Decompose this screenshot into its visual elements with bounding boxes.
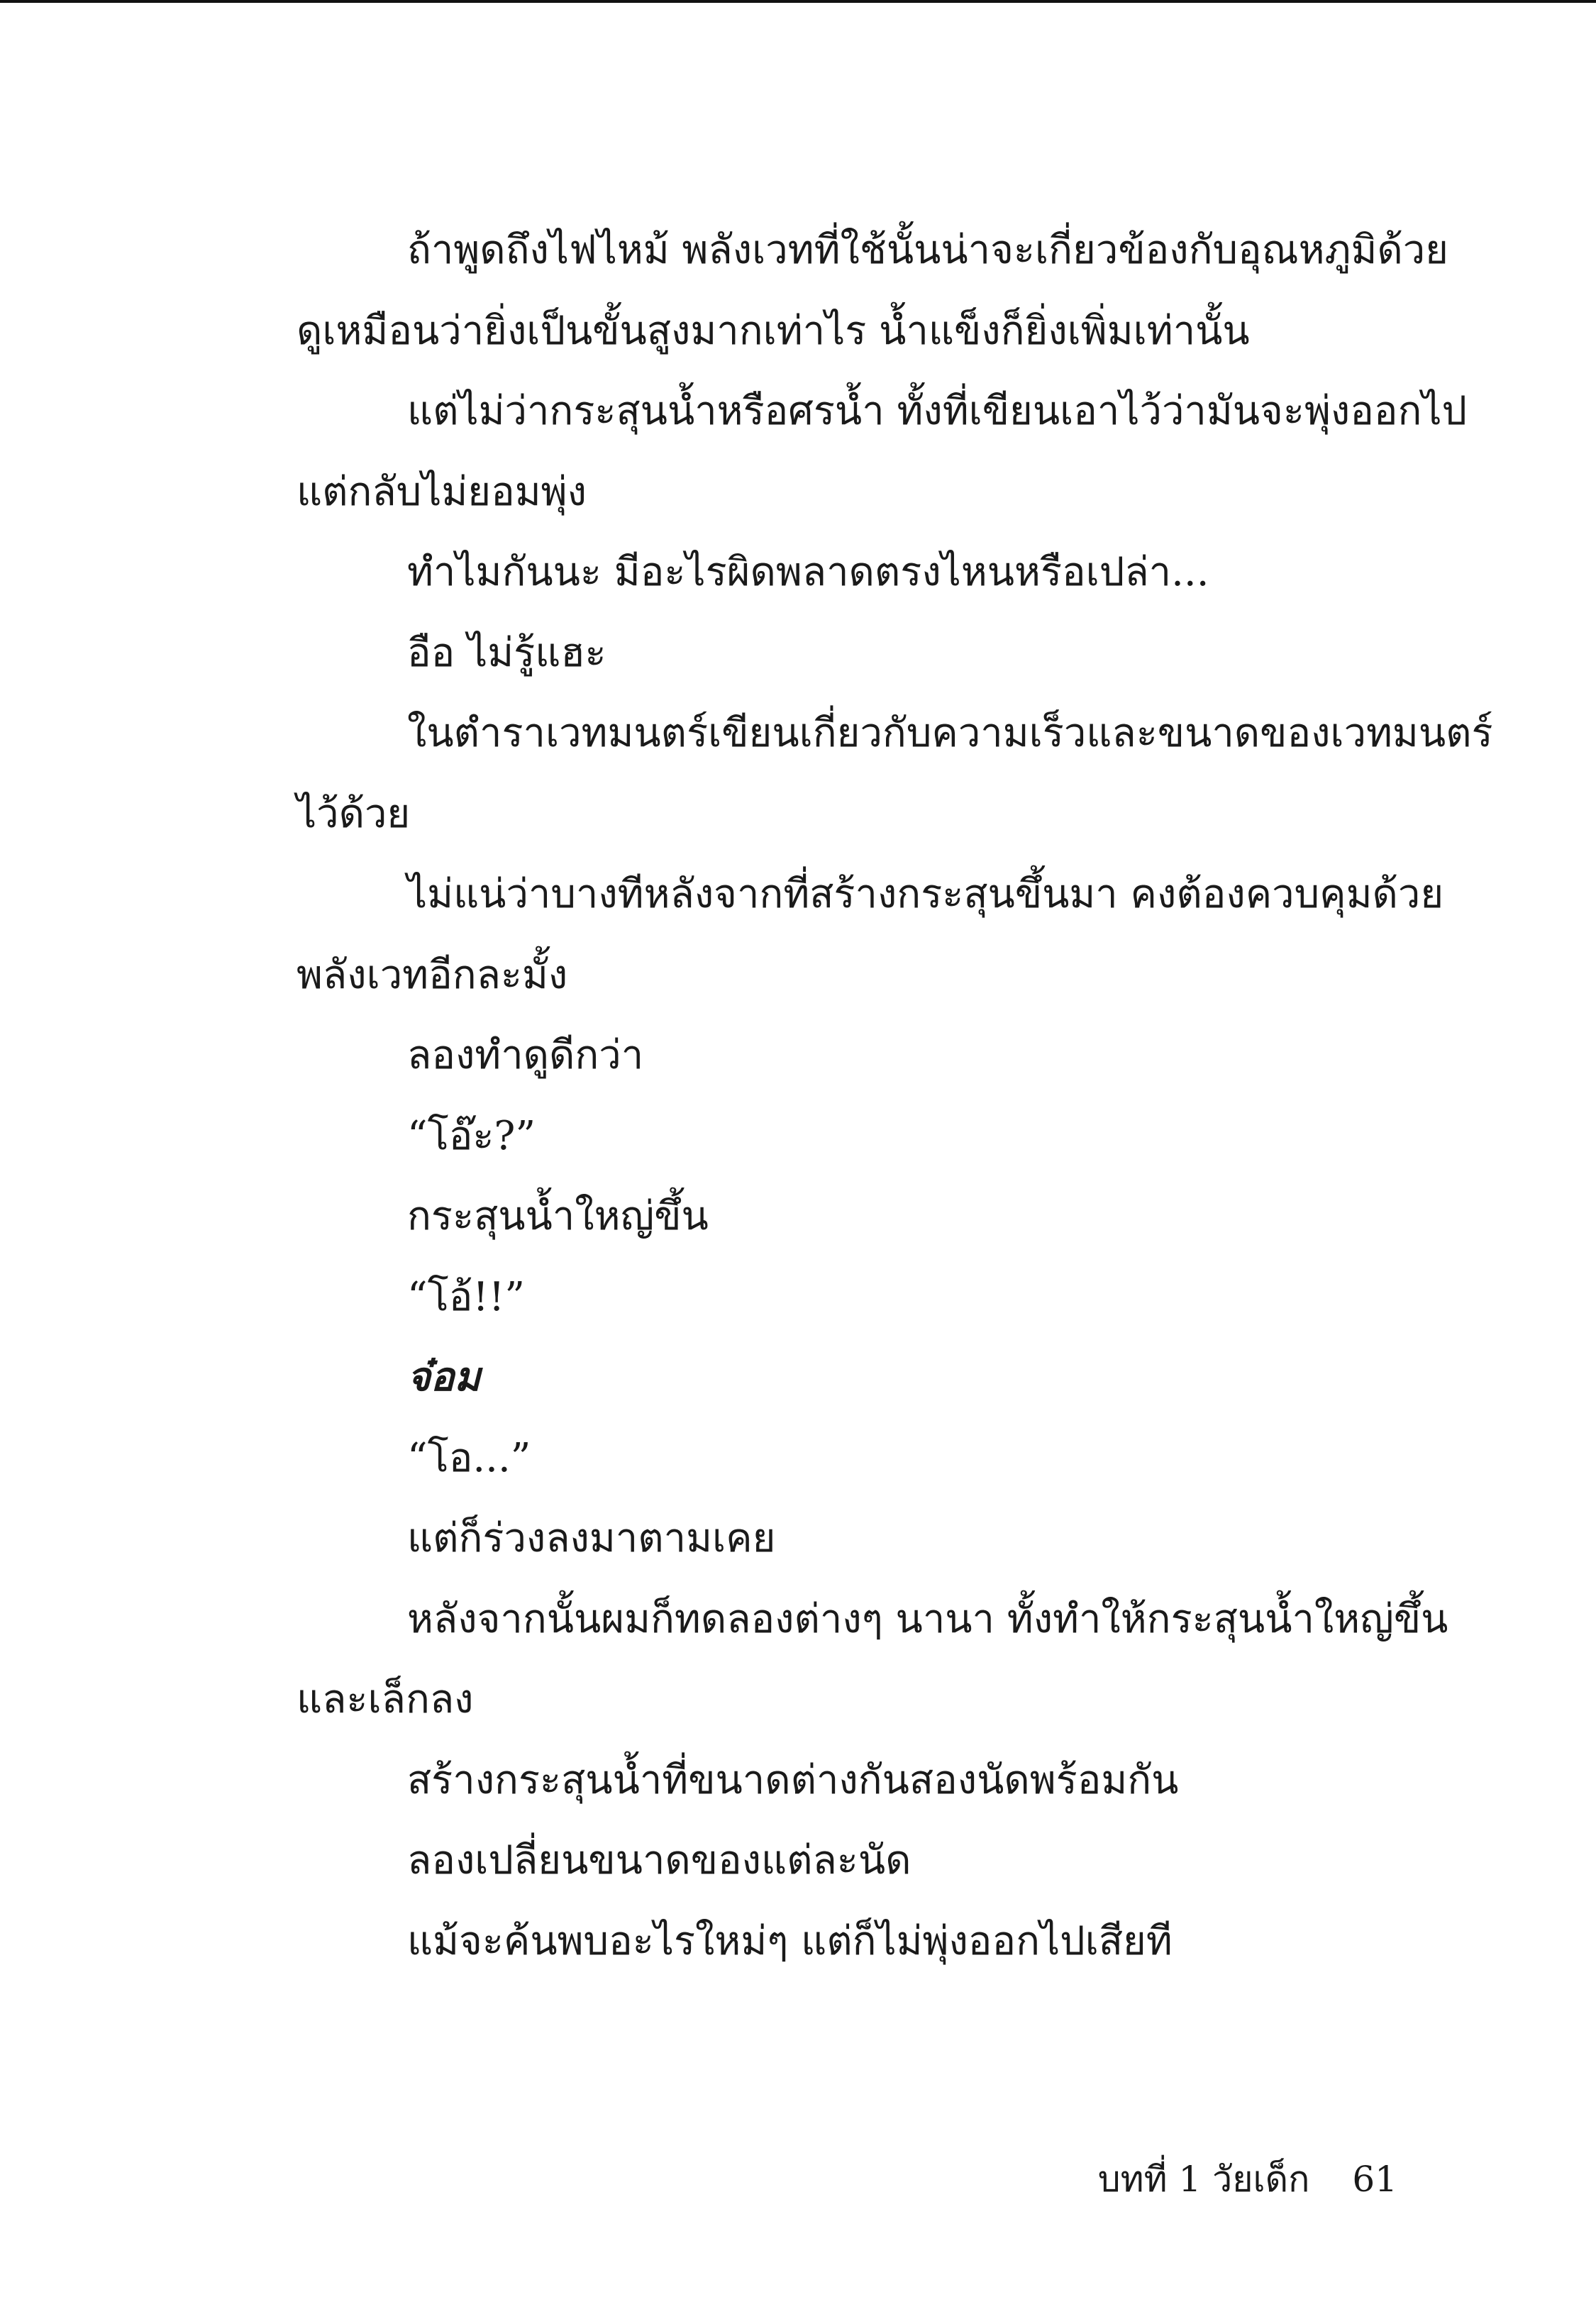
page-body-text (297, 210, 1493, 1981)
top-border-rule (0, 0, 1596, 3)
paragraph-line: แต่ก็ร่วงลงมาตามเคย (407, 1515, 776, 1561)
paragraph-line: พลังเวทอีกละมั้ง (297, 951, 568, 998)
paragraph-line: ไม่แน่ว่าบางทีหลังจากที่สร้างกระสุนขึ้นมา คงต้องควบคุมด้วย (407, 871, 1444, 917)
paragraph-line: แต่ไม่ว่ากระสุนน้ำหรือศรน้ำ ทั้งที่เขียนเอาไว้ว่ามันจะพุ่งออกไป (407, 388, 1468, 434)
dialogue-line: “โอ๊ะ?” (407, 1112, 536, 1159)
dialogue-line: “โอ...” (407, 1434, 531, 1481)
paragraph-line: อือ ไม่รู้แฮะ (407, 629, 606, 676)
chapter-label: บทที่ 1 วัยเด็ก (1097, 2159, 1310, 2200)
paragraph-line: แต่กลับไม่ยอมพุ่ง (297, 468, 587, 515)
paragraph-line: ลองทำดูดีกว่า (407, 1032, 644, 1078)
paragraph-line: และเล็กลง (297, 1676, 474, 1722)
paragraph-line: ดูเหมือนว่ายิ่งเป็นขั้นสูงมากเท่าไร น้ำแข็งก็ยิ่งเพิ่มเท่านั้น (297, 307, 1250, 354)
page-number: 61 (1352, 2159, 1397, 2200)
paragraph-line: กระสุนน้ำใหญ่ขึ้น (407, 1193, 709, 1239)
dialogue-line: “โอ้!!” (407, 1273, 525, 1320)
paragraph-line: ไว้ด้วย (297, 790, 411, 837)
paragraph-line: สร้างกระสุนน้ำที่ขนาดต่างกันสองนัดพร้อมกัน (407, 1756, 1179, 1803)
paragraph-line: ลองเปลี่ยนขนาดของแต่ละนัด (407, 1837, 911, 1883)
paragraph-line: ถ้าพูดถึงไฟไหม้ พลังเวทที่ใช้นั้นน่าจะเกี่ยวข้องกับอุณหภูมิด้วย (407, 227, 1448, 273)
page-footer (1098, 2157, 1397, 2202)
paragraph-line: แม้จะค้นพบอะไรใหม่ๆ แต่ก็ไม่พุ่งออกไปเสียที (407, 1917, 1173, 1964)
sound-effect-line: จ๋อม (407, 1353, 481, 1400)
paragraph-line: หลังจากนั้นผมก็ทดลองต่างๆ นานา ทั้งทำให้กระสุนน้ำใหญ่ขึ้น (407, 1595, 1448, 1642)
paragraph-line: ในตำราเวทมนตร์เขียนเกี่ยวกับความเร็วและขนาดของเวทมนตร์ (407, 710, 1493, 756)
paragraph-line: ทำไมกันนะ มีอะไรผิดพลาดตรงไหนหรือเปล่า... (407, 549, 1209, 595)
